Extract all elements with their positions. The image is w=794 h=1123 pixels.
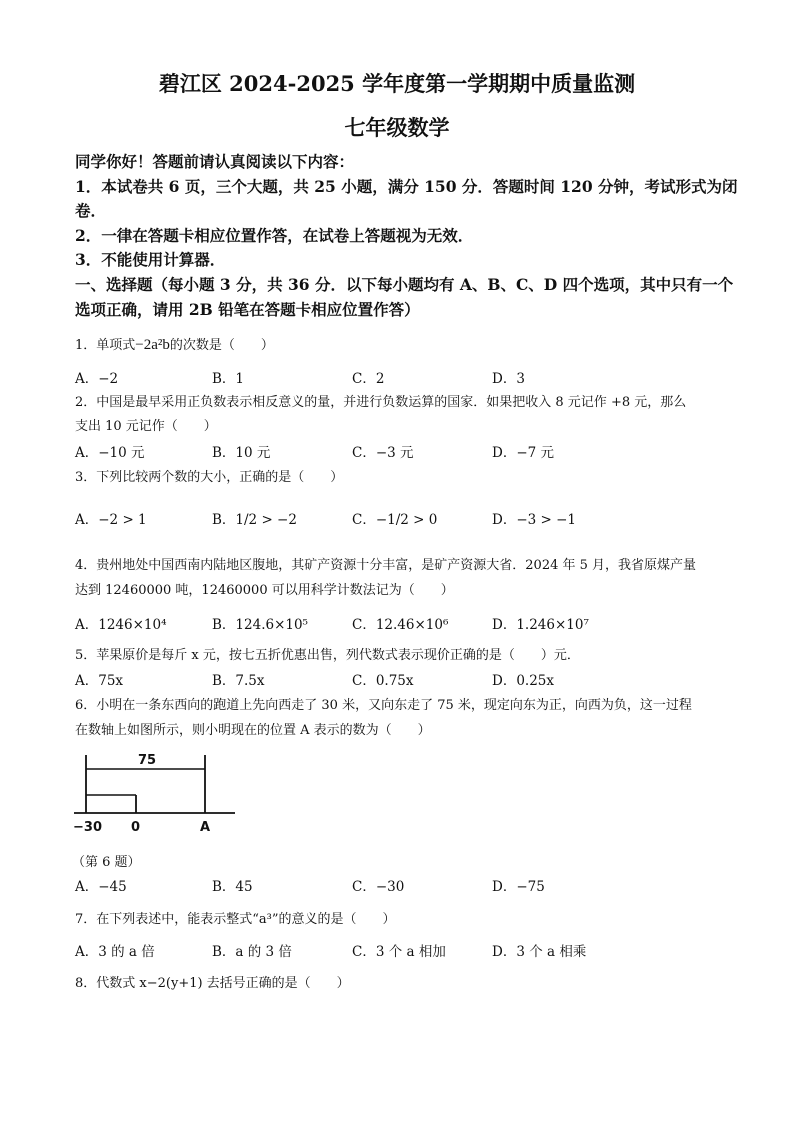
q6-option-d: D．−75 <box>492 879 545 895</box>
question-5: 5．苹果原价是每斤 x 元，按七五折优惠出售，列代数式表示现价正确的是（ ）元． <box>75 648 580 663</box>
question-4-line1: 4．贵州地处中国西南内陆地区腹地，其矿产资源十分丰富，是矿产资源大省．2024 年 5 月，我省原煤产量 <box>75 558 697 573</box>
q2-option-b: B．10 元 <box>212 445 271 461</box>
q3-option-a: A．−2 > 1 <box>75 512 147 528</box>
question-6-line2: 在数轴上如图所示，则小明现在的位置 A 表示的数为（ ） <box>75 723 431 738</box>
q4-option-c: C．12.46×10⁶ <box>352 617 449 633</box>
q7-option-a: A．3 的 a 倍 <box>75 944 155 960</box>
question-2-line2: 支出 10 元记作（ ） <box>75 419 217 434</box>
question-1 <box>75 334 725 354</box>
exam-title: 碧江区 2024-2025 学年度第一学期期中质量监测 <box>158 71 636 96</box>
number-line-figure <box>70 745 240 837</box>
exam-subtitle: 七年级数学 <box>344 115 450 140</box>
q3-option-b: B．1/2 > −2 <box>212 512 297 528</box>
q1-prefix: 1．单项式 <box>75 338 136 353</box>
q1-option-b: B．1 <box>212 371 245 387</box>
q5-option-c: C．0.75x <box>352 673 414 689</box>
q1-option-c: C．2 <box>352 371 385 387</box>
question-7: 7．在下列表述中，能表示整式“a³”的意义的是（ ） <box>75 912 396 927</box>
q2-option-a: A．−10 元 <box>75 445 145 461</box>
tick-label-zero: 0 <box>131 820 141 835</box>
q3-option-d: D．−3 > −1 <box>492 512 577 528</box>
instructions-greeting: 同学你好！答题前请认真阅读以下内容： <box>75 152 355 171</box>
figure-6-caption: （第 6 题） <box>72 855 141 870</box>
segment-75-label: 75 <box>138 753 157 768</box>
q4-option-b: B．124.6×10⁵ <box>212 617 308 633</box>
instruction-2: 2．一律在答题卡相应位置作答，在试卷上答题视为无效． <box>75 226 474 245</box>
q6-option-a: A．−45 <box>75 879 127 895</box>
q7-option-c: C．3 个 a 相加 <box>352 944 446 960</box>
q1-option-d: D．3 <box>492 371 525 387</box>
tick-label-a: A <box>200 820 211 835</box>
question-4-line2: 达到 12460000 吨，12460000 可以用科学计数法记为（ ） <box>75 583 454 598</box>
q1-suffix: 的次数是（ ） <box>169 338 274 353</box>
q7-option-d: D．3 个 a 相乘 <box>492 944 587 960</box>
q3-option-c: C．−1/2 > 0 <box>352 512 438 528</box>
question-2-line1: 2．中国是最早采用正负数表示相反意义的量，并进行负数运算的国家．如果把收入 8 元记作 +8 元，那么 <box>75 395 687 410</box>
question-8: 8．代数式 x−2(y+1) 去括号正确的是（ ） <box>75 976 350 991</box>
q1-expression: −2a²b <box>135 337 170 353</box>
q4-option-a: A．1246×10⁴ <box>75 617 167 633</box>
q6-option-c: C．−30 <box>352 879 405 895</box>
section1-heading-line2: 选项正确，请用 2B 铅笔在答题卡相应位置作答） <box>75 300 420 319</box>
tick-label-minus30: −30 <box>73 820 102 835</box>
q5-option-d: D．0.25x <box>492 673 554 689</box>
question-6-line1: 6．小明在一条东西向的跑道上先向西走了 30 米，又向东走了 75 米，现定向东为正，向西为负，这一过程 <box>75 698 692 713</box>
q5-option-a: A．75x <box>75 673 124 689</box>
q1-option-a: A．−2 <box>75 371 119 387</box>
q2-option-d: D．−7 元 <box>492 445 555 461</box>
q6-option-b: B．45 <box>212 879 253 895</box>
question-3: 3．下列比较两个数的大小，正确的是（ ） <box>75 470 344 485</box>
instruction-1-line1: 1．本试卷共 6 页，三个大题，共 25 小题，满分 150 分．答题时间 120 分钟，考试形式为闭 <box>75 177 738 196</box>
q4-option-d: D．1.246×10⁷ <box>492 617 589 633</box>
instruction-1-line2: 卷． <box>75 201 107 220</box>
q2-option-c: C．−3 元 <box>352 445 414 461</box>
q5-option-b: B．7.5x <box>212 673 265 689</box>
section1-heading-line1: 一、选择题（每小题 3 分，共 36 分．以下每小题均有 A、B、C、D 四个选项，其中只有一个 <box>75 275 734 294</box>
instruction-3: 3．不能使用计算器． <box>75 250 226 269</box>
q7-option-b: B．a 的 3 倍 <box>212 944 292 960</box>
